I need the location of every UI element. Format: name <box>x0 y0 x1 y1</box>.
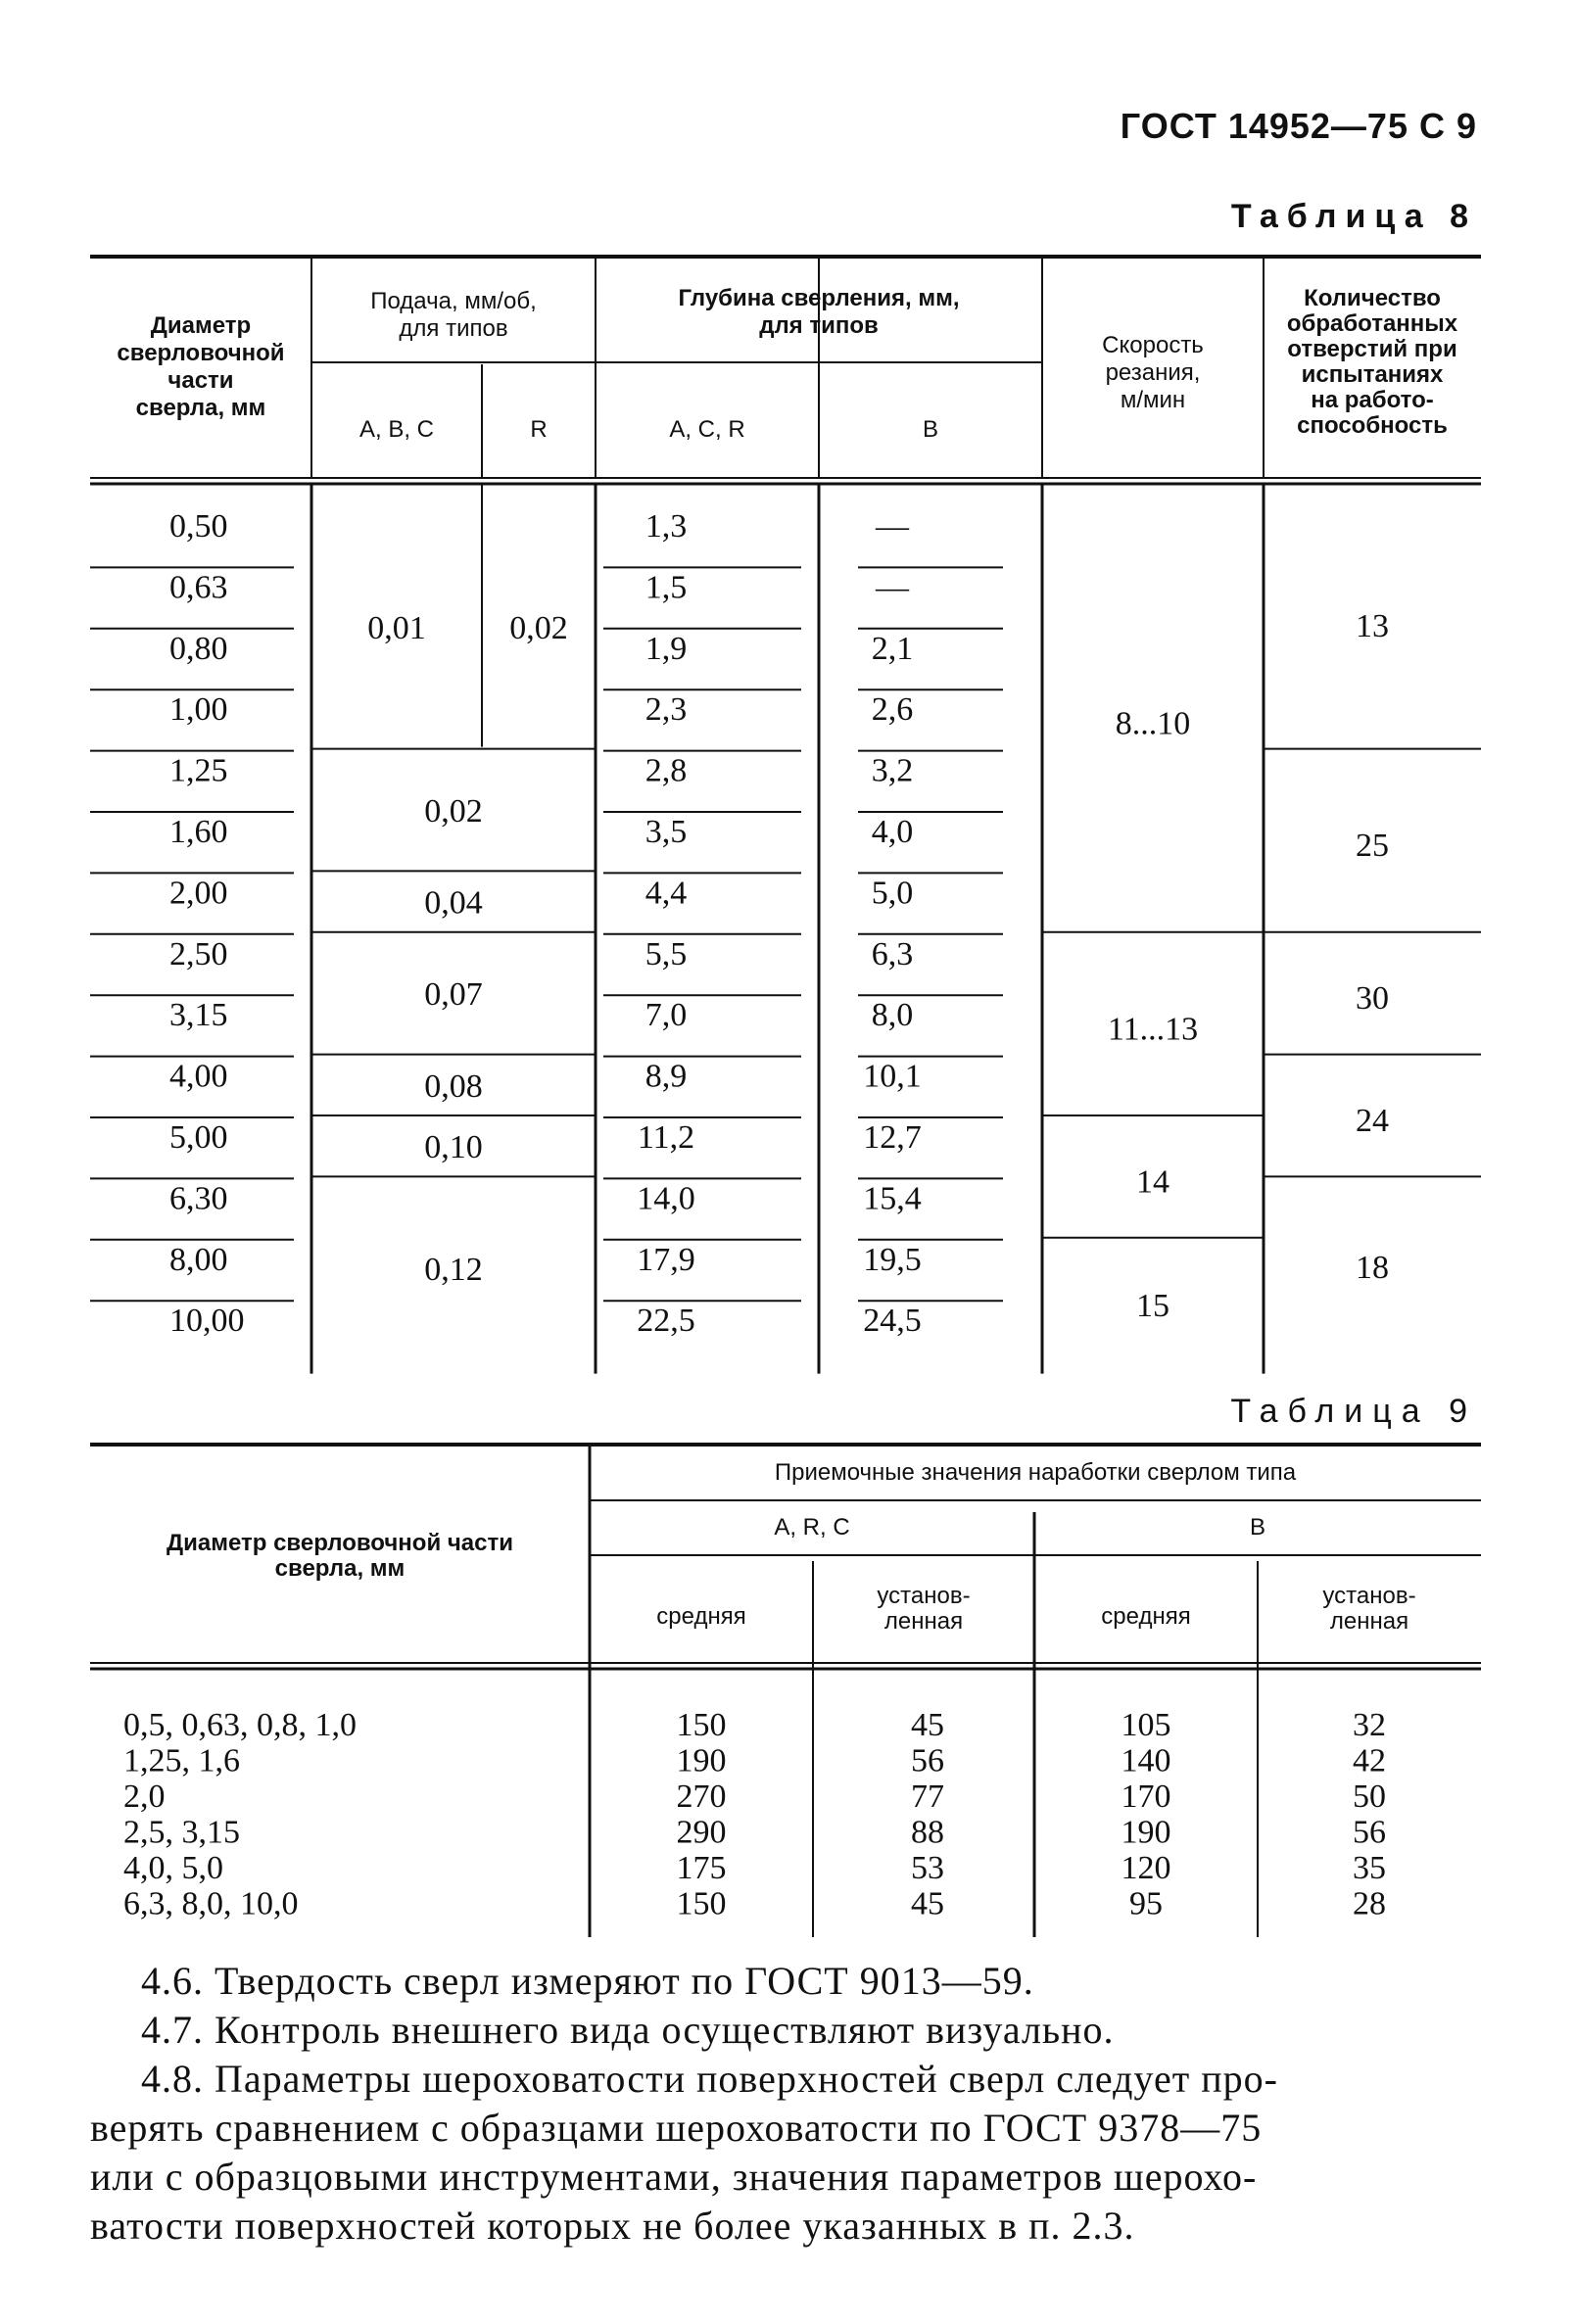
table9-cell: 190 <box>676 1742 727 1779</box>
table8-head-depth-b: В <box>922 416 939 443</box>
table9-cell: 45 <box>911 1707 944 1743</box>
table8-diameter: 0,80 <box>169 630 228 667</box>
table8-feed-value: 0,12 <box>424 1252 483 1288</box>
table8-head-speed: резания, <box>1105 359 1201 386</box>
table8-feed-value: 0,02 <box>509 609 568 646</box>
table9-head-group: В <box>1249 1514 1266 1541</box>
table9-cell: 56 <box>1353 1814 1386 1851</box>
table8-depth-b: 15,4 <box>863 1180 922 1217</box>
table8-count-value: 25 <box>1356 828 1389 865</box>
table8-depth-acr: 14,0 <box>637 1180 695 1217</box>
table8-head-depth: Глубина сверления, мм, <box>678 285 960 311</box>
table8-depth-b: 24,5 <box>863 1303 922 1340</box>
table8-depth-acr: 22,5 <box>637 1303 695 1340</box>
table9-cell: 140 <box>1121 1742 1171 1779</box>
table9-head-group: А, R, С <box>774 1514 850 1541</box>
table8-diameter: 2,50 <box>169 935 228 972</box>
table8-feed-value: 0,07 <box>424 976 483 1014</box>
table9-head-set: установ- <box>1322 1583 1416 1609</box>
table9-cell: 32 <box>1353 1707 1386 1743</box>
table9-cell: 2,0 <box>123 1779 166 1815</box>
table9-cell: 175 <box>676 1850 727 1886</box>
table8-count-value: 18 <box>1356 1250 1389 1286</box>
table8-feed-value: 0,02 <box>424 793 483 830</box>
table8-depth-b: 12,7 <box>863 1119 922 1156</box>
table9-cell: 4,0, 5,0 <box>123 1850 223 1886</box>
table8-count-value: 30 <box>1356 980 1389 1018</box>
table8-depth-b: 2,1 <box>871 630 914 667</box>
table8-depth-b: — <box>876 508 909 545</box>
table8-head-feed-abc: А, В, С <box>358 416 435 443</box>
table8-depth-acr: 11,2 <box>637 1119 695 1156</box>
table8-head-count: Количество <box>1304 285 1441 311</box>
table9-cell: 95 <box>1129 1885 1163 1922</box>
table8-diameter: 1,00 <box>169 691 228 729</box>
table9-cell: 2,5, 3,15 <box>123 1814 240 1851</box>
table8-diameter: 6,30 <box>169 1180 228 1217</box>
table8-speed-value: 15 <box>1136 1288 1169 1325</box>
table8-diameter: 8,00 <box>169 1241 228 1278</box>
table9-cell: 1,25, 1,6 <box>123 1742 240 1779</box>
table9-cell: 190 <box>1121 1814 1171 1851</box>
table9-cell: 105 <box>1121 1707 1171 1743</box>
table8-head-depth-acr: А, С, R <box>669 416 745 443</box>
table8-diameter: 2,00 <box>169 875 228 912</box>
table8-depth-acr: 2,3 <box>644 691 688 729</box>
table8-diameter: 5,00 <box>169 1119 228 1156</box>
table8-head-count: на работо- <box>1311 387 1434 413</box>
table9-cell: 0,5, 0,63, 0,8, 1,0 <box>123 1707 357 1743</box>
table8-head-feed: для типов <box>399 315 508 342</box>
table8-depth-b: 5,0 <box>871 875 914 912</box>
table8-caption: Таблица 8 <box>1230 198 1477 235</box>
table8-diameter: 1,25 <box>169 752 228 789</box>
table9-head-accept: Приемочные значения наработки сверлом типа <box>774 1459 1297 1486</box>
table8-head-count: отверстий при <box>1287 336 1457 362</box>
table9-cell: 77 <box>911 1779 944 1815</box>
table8-depth-b: 3,2 <box>871 752 914 789</box>
table9-cell: 45 <box>911 1885 944 1922</box>
table9-cell: 35 <box>1353 1850 1386 1886</box>
table8-head-diameter: Диаметр <box>150 312 252 339</box>
table8-depth-acr: 8,9 <box>644 1058 688 1095</box>
table8-head-depth: для типов <box>759 312 879 339</box>
table8-depth-acr: 1,5 <box>644 569 688 606</box>
table9-cell: 88 <box>911 1814 944 1851</box>
table8-feed-value: 0,08 <box>424 1067 483 1105</box>
table8-depth-b: 8,0 <box>871 997 914 1034</box>
table9-head-mean: средняя <box>656 1603 746 1630</box>
paragraph-line: 4.8. Параметры шероховатости поверхностей сверл следует про- <box>141 2057 1278 2101</box>
table9-cell: 6,3, 8,0, 10,0 <box>123 1885 299 1922</box>
table8-head-speed: Скорость <box>1102 332 1204 358</box>
table9-cell: 42 <box>1353 1742 1386 1779</box>
table8-depth-acr: 5,5 <box>644 935 688 972</box>
table8-depth-acr: 7,0 <box>644 997 688 1034</box>
page-header: ГОСТ 14952—75 С 9 <box>1120 106 1477 146</box>
table9-cell: 150 <box>676 1707 727 1743</box>
table9-cell: 56 <box>911 1742 944 1779</box>
table9-cell: 270 <box>676 1779 727 1815</box>
table8-depth-b: — <box>876 569 909 606</box>
table8-head-speed: м/мин <box>1120 387 1186 413</box>
table8-depth-b: 4,0 <box>871 814 914 850</box>
table9-cell: 28 <box>1353 1885 1386 1922</box>
table8-feed-value: 0,01 <box>367 609 426 646</box>
table8-depth-acr: 1,3 <box>644 508 688 545</box>
table8-depth-acr: 4,4 <box>644 875 688 912</box>
table8-count-value: 24 <box>1356 1103 1389 1139</box>
table8-head-count: способность <box>1297 412 1448 439</box>
table8-diameter: 0,63 <box>169 569 228 606</box>
table8-head-count: обработанных <box>1286 310 1458 337</box>
table8-head-diameter: сверловочной <box>117 340 285 366</box>
table8-speed-value: 11...13 <box>1107 1011 1199 1048</box>
table9-head-diameter: сверла, мм <box>274 1555 406 1582</box>
table8-diameter: 1,60 <box>169 814 228 850</box>
table8-depth-b: 2,6 <box>871 691 914 729</box>
table8-count-value: 13 <box>1356 607 1389 644</box>
table8-depth-b: 6,3 <box>871 935 914 972</box>
paragraph-line: 4.6. Твердость сверл измеряют по ГОСТ 9013—59. <box>141 1959 1034 2003</box>
table9-head-mean: средняя <box>1101 1603 1191 1630</box>
table8-speed-value: 14 <box>1136 1163 1169 1201</box>
table8-head-count: испытаниях <box>1301 361 1444 388</box>
table8-depth-acr: 2,8 <box>644 752 688 789</box>
table8-head-feed-r: R <box>530 416 548 443</box>
table9-cell: 170 <box>1121 1779 1171 1815</box>
table8-head-diameter: сверла, мм <box>135 395 266 421</box>
table8-head-feed: Подача, мм/об, <box>370 288 537 314</box>
paragraph-line: верять сравнением с образцами шероховатости по ГОСТ 9378—75 <box>90 2106 1263 2150</box>
table9-cell: 150 <box>676 1885 727 1922</box>
table8-depth-b: 19,5 <box>863 1241 922 1278</box>
table9-head-set: установ- <box>877 1583 971 1609</box>
table9-head-diameter: Диаметр сверловочной части <box>167 1530 513 1556</box>
table9-cell: 53 <box>911 1850 944 1886</box>
table9-cell: 50 <box>1353 1779 1386 1815</box>
table8-head-diameter: части <box>167 367 234 394</box>
table8-diameter: 10,00 <box>169 1303 245 1340</box>
table9-caption: Таблица 9 <box>1230 1393 1477 1430</box>
paragraph-line: или с образцовыми инструментами, значения параметров шерохо- <box>90 2155 1258 2199</box>
table9-head-set: ленная <box>883 1608 964 1635</box>
table8-diameter: 3,15 <box>169 997 228 1034</box>
table8-diameter: 4,00 <box>169 1058 228 1095</box>
paragraph-line: ватости поверхностей которых не более указанных в п. 2.3. <box>90 2204 1135 2248</box>
table8-depth-b: 10,1 <box>863 1058 922 1095</box>
table9-head-set: ленная <box>1329 1608 1409 1635</box>
table8-depth-acr: 17,9 <box>637 1241 695 1278</box>
paragraph-line: 4.7. Контроль внешнего вида осуществляют визуально. <box>141 2008 1115 2052</box>
table8-diameter: 0,50 <box>169 508 228 545</box>
table8-depth-acr: 1,9 <box>644 630 688 667</box>
table8-feed-value: 0,10 <box>424 1129 483 1166</box>
table8-feed-value: 0,04 <box>424 884 483 922</box>
table8-depth-acr: 3,5 <box>644 814 688 850</box>
table8-speed-value: 8...10 <box>1115 705 1191 742</box>
table9-cell: 290 <box>676 1814 727 1851</box>
table9-cell: 120 <box>1121 1850 1171 1886</box>
